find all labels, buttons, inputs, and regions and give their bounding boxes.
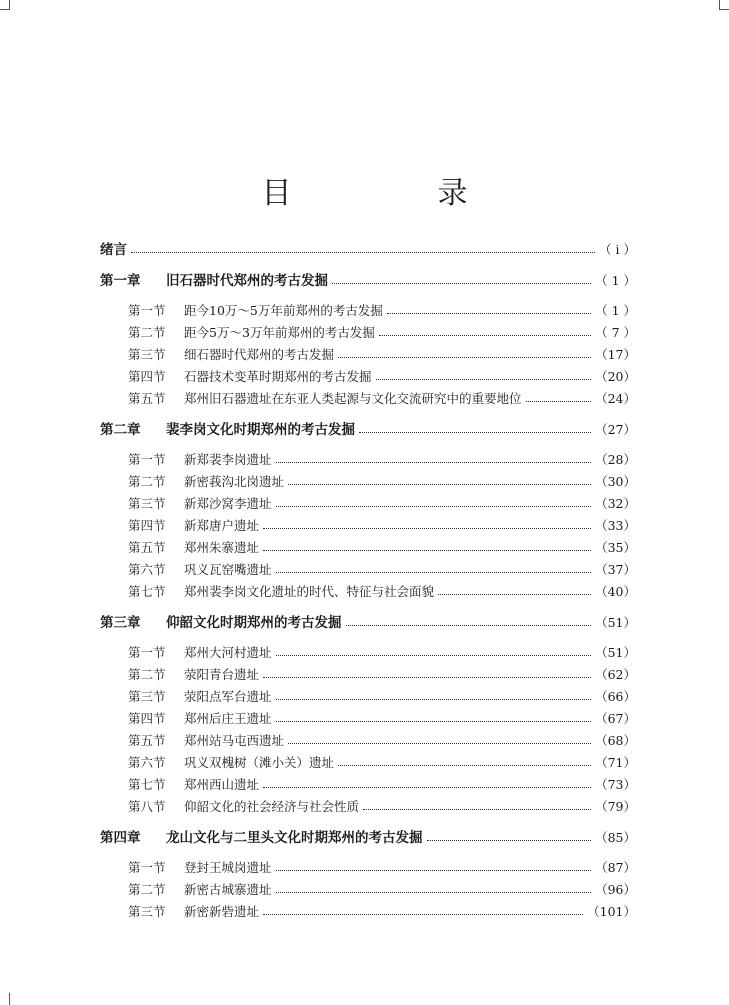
page-number: （73） bbox=[595, 777, 636, 792]
page-number: （27） bbox=[595, 422, 636, 437]
toc-chapter-entry[interactable] bbox=[100, 269, 636, 289]
dot-leader bbox=[263, 549, 591, 551]
section-number: 第五节 bbox=[128, 540, 166, 555]
section-title: 郑州裴李岗文化遗址的时代、特征与社会面貌 bbox=[184, 584, 435, 599]
section-number: 第八节 bbox=[128, 799, 166, 814]
dot-leader bbox=[263, 676, 591, 678]
page-number: （ i ） bbox=[599, 242, 636, 257]
chapter-number: 第一章 bbox=[100, 273, 141, 289]
section-number: 第二节 bbox=[128, 667, 166, 682]
toc-section-entry[interactable] bbox=[100, 707, 636, 727]
page-number: （51） bbox=[595, 645, 636, 660]
toc-section-entry[interactable] bbox=[100, 900, 636, 920]
toc-section-entry[interactable] bbox=[100, 448, 636, 468]
toc-section-entry[interactable] bbox=[100, 558, 636, 578]
toc-section-entry[interactable] bbox=[100, 321, 636, 341]
section-number: 第三节 bbox=[128, 689, 166, 704]
dot-leader bbox=[379, 334, 591, 336]
section-number: 第一节 bbox=[128, 645, 166, 660]
dot-leader bbox=[276, 654, 592, 656]
section-title: 石器技术变革时期郑州的考古发掘 bbox=[184, 369, 372, 384]
toc-chapter-entry[interactable] bbox=[100, 418, 636, 438]
section-title: 巩义双槐树（滩小关）遗址 bbox=[184, 755, 335, 770]
section-number: 第七节 bbox=[128, 584, 166, 599]
toc-section-entry[interactable] bbox=[100, 878, 636, 898]
toc-section-entry[interactable] bbox=[100, 751, 636, 771]
section-title: 细石器时代郑州的考古发掘 bbox=[184, 347, 335, 362]
section-title: 郑州朱寨遗址 bbox=[184, 540, 260, 555]
dot-leader bbox=[263, 786, 591, 788]
toc-chapter-entry[interactable] bbox=[100, 611, 636, 631]
chapter-title: 绪言 bbox=[100, 242, 127, 258]
section-title: 距今10万～5万年前郑州的考古发掘 bbox=[184, 303, 383, 318]
section-title: 巩义瓦窑嘴遗址 bbox=[184, 562, 272, 577]
section-number: 第四节 bbox=[128, 369, 166, 384]
section-title: 新密莪沟北岗遗址 bbox=[184, 474, 285, 489]
chapter-title: 仰韶文化时期郑州的考古发掘 bbox=[166, 615, 342, 631]
section-number: 第七节 bbox=[128, 777, 166, 792]
dot-leader bbox=[338, 764, 591, 766]
section-number: 第五节 bbox=[128, 391, 166, 406]
page-number: （30） bbox=[595, 474, 636, 489]
page-number: （37） bbox=[595, 562, 636, 577]
toc-section-entry[interactable] bbox=[100, 365, 636, 385]
section-title: 新郑唐户遗址 bbox=[184, 518, 260, 533]
dot-leader bbox=[288, 742, 591, 744]
toc-section-entry[interactable] bbox=[100, 580, 636, 600]
page-number: （62） bbox=[595, 667, 636, 682]
page-number: （33） bbox=[595, 518, 636, 533]
toc-section-entry[interactable] bbox=[100, 685, 636, 705]
page-number: （87） bbox=[595, 860, 636, 875]
section-title: 郑州站马屯西遗址 bbox=[184, 733, 285, 748]
section-title: 荥阳点军台遗址 bbox=[184, 689, 272, 704]
section-title: 登封王城岗遗址 bbox=[184, 860, 272, 875]
toc-section-entry[interactable] bbox=[100, 536, 636, 556]
section-title: 距今5万～3万年前郑州的考古发掘 bbox=[184, 325, 375, 340]
page-number: （51） bbox=[595, 615, 636, 630]
dot-leader bbox=[332, 282, 591, 284]
section-number: 第三节 bbox=[128, 496, 166, 511]
dot-leader bbox=[387, 312, 591, 314]
chapter-number: 第二章 bbox=[100, 422, 141, 438]
page-number: （ 1 ） bbox=[595, 273, 636, 288]
page-number: （20） bbox=[595, 369, 636, 384]
section-title: 仰韶文化的社会经济与社会性质 bbox=[184, 799, 360, 814]
dot-leader bbox=[376, 378, 592, 380]
toc-section-entry[interactable] bbox=[100, 856, 636, 876]
page-number: （68） bbox=[595, 733, 636, 748]
toc-section-entry[interactable] bbox=[100, 641, 636, 661]
toc-section-entry[interactable] bbox=[100, 299, 636, 319]
crop-mark-bottom-left-v bbox=[9, 993, 10, 1005]
section-number: 第四节 bbox=[128, 518, 166, 533]
section-number: 第五节 bbox=[128, 733, 166, 748]
dot-leader bbox=[359, 431, 591, 433]
toc-section-entry[interactable] bbox=[100, 514, 636, 534]
page-number: （40） bbox=[595, 584, 636, 599]
page-number: （28） bbox=[595, 452, 636, 467]
page-number: （96） bbox=[595, 882, 636, 897]
crop-mark-top-left-v bbox=[9, 0, 10, 10]
toc-section-entry[interactable] bbox=[100, 729, 636, 749]
section-number: 第一节 bbox=[128, 303, 166, 318]
chapter-title: 龙山文化与二里头文化时期郑州的考古发掘 bbox=[166, 830, 423, 846]
dot-leader bbox=[526, 400, 592, 402]
dot-leader bbox=[276, 571, 592, 573]
crop-mark-top-right-v bbox=[719, 0, 720, 10]
toc-section-entry[interactable] bbox=[100, 663, 636, 683]
page-number: （79） bbox=[595, 799, 636, 814]
dot-leader bbox=[276, 891, 592, 893]
dot-leader bbox=[438, 593, 591, 595]
section-title: 郑州旧石器遗址在东亚人类起源与文化交流研究中的重要地位 bbox=[184, 391, 522, 406]
dot-leader bbox=[131, 251, 595, 253]
page-number: （24） bbox=[595, 391, 636, 406]
chapter-number: 第三章 bbox=[100, 615, 141, 631]
dot-leader bbox=[276, 720, 592, 722]
section-number: 第一节 bbox=[128, 860, 166, 875]
toc-section-entry[interactable] bbox=[100, 795, 636, 815]
dot-leader bbox=[427, 839, 592, 841]
page-number: （35） bbox=[595, 540, 636, 555]
toc-chapter-entry[interactable] bbox=[100, 238, 636, 258]
chapter-number: 第四章 bbox=[100, 830, 141, 846]
section-number: 第一节 bbox=[128, 452, 166, 467]
toc-section-entry[interactable] bbox=[100, 470, 636, 490]
chapter-title: 旧石器时代郑州的考古发掘 bbox=[166, 273, 328, 289]
toc-section-entry[interactable] bbox=[100, 343, 636, 363]
dot-leader bbox=[346, 624, 592, 626]
toc-section-entry[interactable] bbox=[100, 387, 636, 407]
page-number: （85） bbox=[595, 830, 636, 845]
dot-leader bbox=[276, 698, 592, 700]
section-title: 新郑沙窝李遗址 bbox=[184, 496, 272, 511]
page-number: （ 1 ） bbox=[595, 303, 636, 318]
dot-leader bbox=[263, 913, 583, 915]
section-title: 荥阳青台遗址 bbox=[184, 667, 260, 682]
section-number: 第二节 bbox=[128, 325, 166, 340]
section-number: 第二节 bbox=[128, 882, 166, 897]
section-title: 郑州后庄王遗址 bbox=[184, 711, 272, 726]
crop-mark-top-right bbox=[719, 9, 729, 10]
section-title: 郑州西山遗址 bbox=[184, 777, 260, 792]
dot-leader bbox=[288, 483, 591, 485]
dot-leader bbox=[338, 356, 591, 358]
page-number: （17） bbox=[595, 347, 636, 362]
dot-leader bbox=[276, 461, 592, 463]
page-number: （101） bbox=[587, 904, 636, 919]
page-number: （71） bbox=[595, 755, 636, 770]
section-number: 第二节 bbox=[128, 474, 166, 489]
page-number: （ 7 ） bbox=[595, 325, 636, 340]
page-number: （67） bbox=[595, 711, 636, 726]
section-title: 新密古城寨遗址 bbox=[184, 882, 272, 897]
chapter-title: 裴李岗文化时期郑州的考古发掘 bbox=[166, 422, 355, 438]
section-title: 新郑裴李岗遗址 bbox=[184, 452, 272, 467]
section-title: 新密新砦遗址 bbox=[184, 904, 260, 919]
section-number: 第四节 bbox=[128, 711, 166, 726]
page-number: （66） bbox=[595, 689, 636, 704]
dot-leader bbox=[276, 505, 592, 507]
dot-leader bbox=[276, 869, 592, 871]
toc-chapter-entry[interactable] bbox=[100, 826, 636, 846]
toc-section-entry[interactable] bbox=[100, 492, 636, 512]
toc-section-entry[interactable] bbox=[100, 773, 636, 793]
page-title: 目 录 bbox=[261, 176, 526, 211]
page-number: （32） bbox=[595, 496, 636, 511]
dot-leader bbox=[363, 808, 591, 810]
section-number: 第六节 bbox=[128, 755, 166, 770]
section-number: 第三节 bbox=[128, 904, 166, 919]
section-number: 第六节 bbox=[128, 562, 166, 577]
section-title: 郑州大河村遗址 bbox=[184, 645, 272, 660]
section-number: 第三节 bbox=[128, 347, 166, 362]
dot-leader bbox=[263, 527, 591, 529]
